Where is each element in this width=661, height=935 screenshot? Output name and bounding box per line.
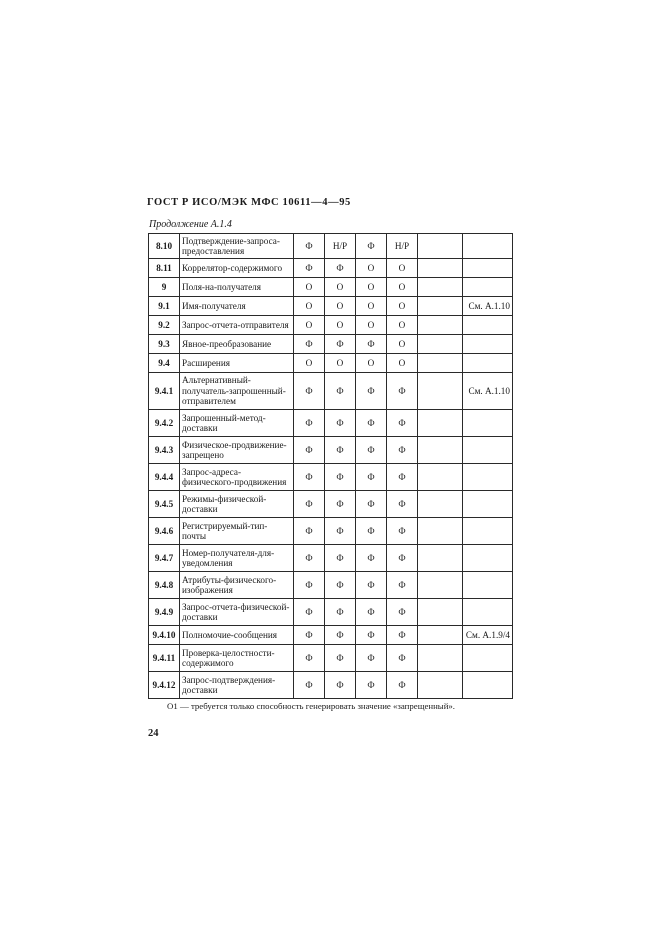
value-col-1: Ф bbox=[294, 626, 325, 645]
value-col-2: Ф bbox=[325, 518, 356, 545]
value-col-1: О bbox=[294, 316, 325, 335]
table-row bbox=[149, 259, 513, 278]
value-col-3: Ф bbox=[356, 491, 387, 518]
value-col-4: О bbox=[387, 335, 418, 354]
item-number: 9.4 bbox=[149, 354, 180, 373]
value-col-1: О bbox=[294, 297, 325, 316]
value-col-3: О bbox=[356, 259, 387, 278]
reference-note bbox=[463, 491, 513, 518]
blank-col bbox=[418, 278, 463, 297]
value-col-3: О bbox=[356, 316, 387, 335]
reference-note bbox=[463, 335, 513, 354]
blank-col bbox=[418, 599, 463, 626]
value-col-1: Ф bbox=[294, 373, 325, 410]
blank-col bbox=[418, 335, 463, 354]
value-col-1: Ф bbox=[294, 410, 325, 437]
item-name: Поля-на-получателя bbox=[180, 278, 294, 297]
value-col-3: Ф bbox=[356, 373, 387, 410]
reference-note bbox=[463, 234, 513, 259]
value-col-4: Ф bbox=[387, 410, 418, 437]
value-col-1: Ф bbox=[294, 464, 325, 491]
table-row bbox=[149, 437, 513, 464]
item-number: 8.11 bbox=[149, 259, 180, 278]
table-row bbox=[149, 316, 513, 335]
value-col-3: О bbox=[356, 297, 387, 316]
item-name: Номер-получателя-для-уведомления bbox=[180, 545, 294, 572]
item-name: Альтернативный-получатель-запрошенный-отправителем bbox=[180, 373, 294, 410]
item-name: Атрибуты-физического-изображения bbox=[180, 572, 294, 599]
blank-col bbox=[418, 645, 463, 672]
reference-note bbox=[463, 437, 513, 464]
value-col-3: Ф bbox=[356, 234, 387, 259]
value-col-4: Н/Р bbox=[387, 234, 418, 259]
value-col-2: Н/Р bbox=[325, 234, 356, 259]
item-name: Физическое-продвижение-запрещено bbox=[180, 437, 294, 464]
value-col-4: О bbox=[387, 297, 418, 316]
item-number: 9.4.1 bbox=[149, 373, 180, 410]
value-col-1: О bbox=[294, 354, 325, 373]
table-row bbox=[149, 297, 513, 316]
value-col-2: О bbox=[325, 297, 356, 316]
value-col-2: Ф bbox=[325, 572, 356, 599]
value-col-4: Ф bbox=[387, 672, 418, 699]
value-col-2: О bbox=[325, 354, 356, 373]
value-col-3: Ф bbox=[356, 545, 387, 572]
value-col-4: Ф bbox=[387, 626, 418, 645]
reference-note bbox=[463, 316, 513, 335]
value-col-1: Ф bbox=[294, 645, 325, 672]
item-name: Явное-преобразование bbox=[180, 335, 294, 354]
item-number: 9.4.4 bbox=[149, 464, 180, 491]
value-col-4: Ф bbox=[387, 518, 418, 545]
blank-col bbox=[418, 518, 463, 545]
blank-col bbox=[418, 464, 463, 491]
item-name: Имя-получателя bbox=[180, 297, 294, 316]
item-number: 9.4.5 bbox=[149, 491, 180, 518]
value-col-3: Ф bbox=[356, 672, 387, 699]
item-number: 9.2 bbox=[149, 316, 180, 335]
table-row bbox=[149, 354, 513, 373]
item-name: Запрос-адреса-физического-продвижения bbox=[180, 464, 294, 491]
value-col-3: Ф bbox=[356, 335, 387, 354]
item-name: Проверка-целостности-содержимого bbox=[180, 645, 294, 672]
value-col-1: Ф bbox=[294, 672, 325, 699]
blank-col bbox=[418, 626, 463, 645]
reference-note bbox=[463, 599, 513, 626]
item-name: Режимы-физической-доставки bbox=[180, 491, 294, 518]
table-row bbox=[149, 278, 513, 297]
reference-note bbox=[463, 354, 513, 373]
item-name: Подтверждение-запроса-предоставления bbox=[180, 234, 294, 259]
value-col-3: О bbox=[356, 354, 387, 373]
blank-col bbox=[418, 259, 463, 278]
item-number: 9.4.7 bbox=[149, 545, 180, 572]
value-col-4: О bbox=[387, 354, 418, 373]
table-row bbox=[149, 572, 513, 599]
value-col-2: Ф bbox=[325, 464, 356, 491]
footnote: O1 — требуется только способность генерировать значение «запрещенный». bbox=[167, 701, 456, 711]
value-col-2: Ф bbox=[325, 335, 356, 354]
item-name: Запрос-отчета-физической-доставки bbox=[180, 599, 294, 626]
item-number: 9.4.10 bbox=[149, 626, 180, 645]
value-col-2: Ф bbox=[325, 672, 356, 699]
value-col-4: Ф bbox=[387, 545, 418, 572]
item-number: 9.4.9 bbox=[149, 599, 180, 626]
item-name: Запрос-отчета-отправителя bbox=[180, 316, 294, 335]
table-row bbox=[149, 518, 513, 545]
item-name: Полномочие-сообщения bbox=[180, 626, 294, 645]
table-row bbox=[149, 335, 513, 354]
value-col-1: Ф bbox=[294, 491, 325, 518]
value-col-2: Ф bbox=[325, 626, 356, 645]
item-name: Запрошенный-метод-доставки bbox=[180, 410, 294, 437]
value-col-4: Ф bbox=[387, 464, 418, 491]
blank-col bbox=[418, 297, 463, 316]
reference-note bbox=[463, 572, 513, 599]
table-body bbox=[149, 234, 513, 699]
value-col-2: Ф bbox=[325, 259, 356, 278]
value-col-3: Ф bbox=[356, 518, 387, 545]
blank-col bbox=[418, 354, 463, 373]
blank-col bbox=[418, 316, 463, 335]
table-row bbox=[149, 626, 513, 645]
value-col-1: Ф bbox=[294, 259, 325, 278]
item-name: Расширения bbox=[180, 354, 294, 373]
item-number: 9.4.3 bbox=[149, 437, 180, 464]
table-row bbox=[149, 599, 513, 626]
reference-note bbox=[463, 518, 513, 545]
value-col-3: Ф bbox=[356, 464, 387, 491]
item-name: Коррелятор-содержимого bbox=[180, 259, 294, 278]
table-row bbox=[149, 410, 513, 437]
value-col-3: Ф bbox=[356, 645, 387, 672]
page-number: 24 bbox=[148, 728, 159, 739]
table-row bbox=[149, 234, 513, 259]
value-col-2: Ф bbox=[325, 599, 356, 626]
value-col-2: Ф bbox=[325, 437, 356, 464]
value-col-3: Ф bbox=[356, 410, 387, 437]
value-col-1: Ф bbox=[294, 599, 325, 626]
reference-note: См. А.1.10 bbox=[463, 373, 513, 410]
value-col-4: Ф bbox=[387, 572, 418, 599]
blank-col bbox=[418, 234, 463, 259]
value-col-2: Ф bbox=[325, 645, 356, 672]
specification-table bbox=[148, 233, 513, 699]
item-name: Регистрируемый-тип-почты bbox=[180, 518, 294, 545]
value-col-3: Ф bbox=[356, 626, 387, 645]
value-col-2: О bbox=[325, 278, 356, 297]
value-col-2: Ф bbox=[325, 410, 356, 437]
value-col-4: О bbox=[387, 278, 418, 297]
table-row bbox=[149, 545, 513, 572]
document-header: ГОСТ Р ИСО/МЭК МФС 10611—4—95 bbox=[147, 197, 351, 208]
value-col-1: Ф bbox=[294, 572, 325, 599]
reference-note bbox=[463, 672, 513, 699]
item-number: 9 bbox=[149, 278, 180, 297]
table-row bbox=[149, 491, 513, 518]
value-col-4: Ф bbox=[387, 645, 418, 672]
value-col-1: Ф bbox=[294, 335, 325, 354]
value-col-3: О bbox=[356, 278, 387, 297]
value-col-1: Ф bbox=[294, 545, 325, 572]
item-number: 9.4.12 bbox=[149, 672, 180, 699]
reference-note bbox=[463, 464, 513, 491]
blank-col bbox=[418, 437, 463, 464]
value-col-1: Ф bbox=[294, 234, 325, 259]
item-name: Запрос-подтверждения-доставки bbox=[180, 672, 294, 699]
blank-col bbox=[418, 491, 463, 518]
value-col-3: Ф bbox=[356, 572, 387, 599]
blank-col bbox=[418, 672, 463, 699]
table-row bbox=[149, 645, 513, 672]
blank-col bbox=[418, 410, 463, 437]
reference-note bbox=[463, 278, 513, 297]
value-col-2: О bbox=[325, 316, 356, 335]
value-col-1: Ф bbox=[294, 518, 325, 545]
value-col-4: Ф bbox=[387, 491, 418, 518]
item-number: 9.4.11 bbox=[149, 645, 180, 672]
value-col-4: Ф bbox=[387, 373, 418, 410]
value-col-3: Ф bbox=[356, 437, 387, 464]
value-col-2: Ф bbox=[325, 545, 356, 572]
blank-col bbox=[418, 373, 463, 410]
value-col-1: О bbox=[294, 278, 325, 297]
value-col-4: О bbox=[387, 316, 418, 335]
value-col-4: О bbox=[387, 259, 418, 278]
table-row bbox=[149, 373, 513, 410]
item-number: 9.4.6 bbox=[149, 518, 180, 545]
blank-col bbox=[418, 572, 463, 599]
item-number: 9.4.8 bbox=[149, 572, 180, 599]
value-col-1: Ф bbox=[294, 437, 325, 464]
value-col-3: Ф bbox=[356, 599, 387, 626]
blank-col bbox=[418, 545, 463, 572]
table-continuation-label: Продолжение А.1.4 bbox=[149, 219, 232, 230]
reference-note: См. А.1.9/4 bbox=[463, 626, 513, 645]
reference-note bbox=[463, 545, 513, 572]
item-number: 9.3 bbox=[149, 335, 180, 354]
value-col-4: Ф bbox=[387, 599, 418, 626]
reference-note bbox=[463, 410, 513, 437]
value-col-2: Ф bbox=[325, 373, 356, 410]
reference-note bbox=[463, 259, 513, 278]
table-row bbox=[149, 672, 513, 699]
reference-note: См. А.1.10 bbox=[463, 297, 513, 316]
item-number: 9.1 bbox=[149, 297, 180, 316]
value-col-4: Ф bbox=[387, 437, 418, 464]
table-row bbox=[149, 464, 513, 491]
value-col-2: Ф bbox=[325, 491, 356, 518]
item-number: 8.10 bbox=[149, 234, 180, 259]
item-number: 9.4.2 bbox=[149, 410, 180, 437]
reference-note bbox=[463, 645, 513, 672]
